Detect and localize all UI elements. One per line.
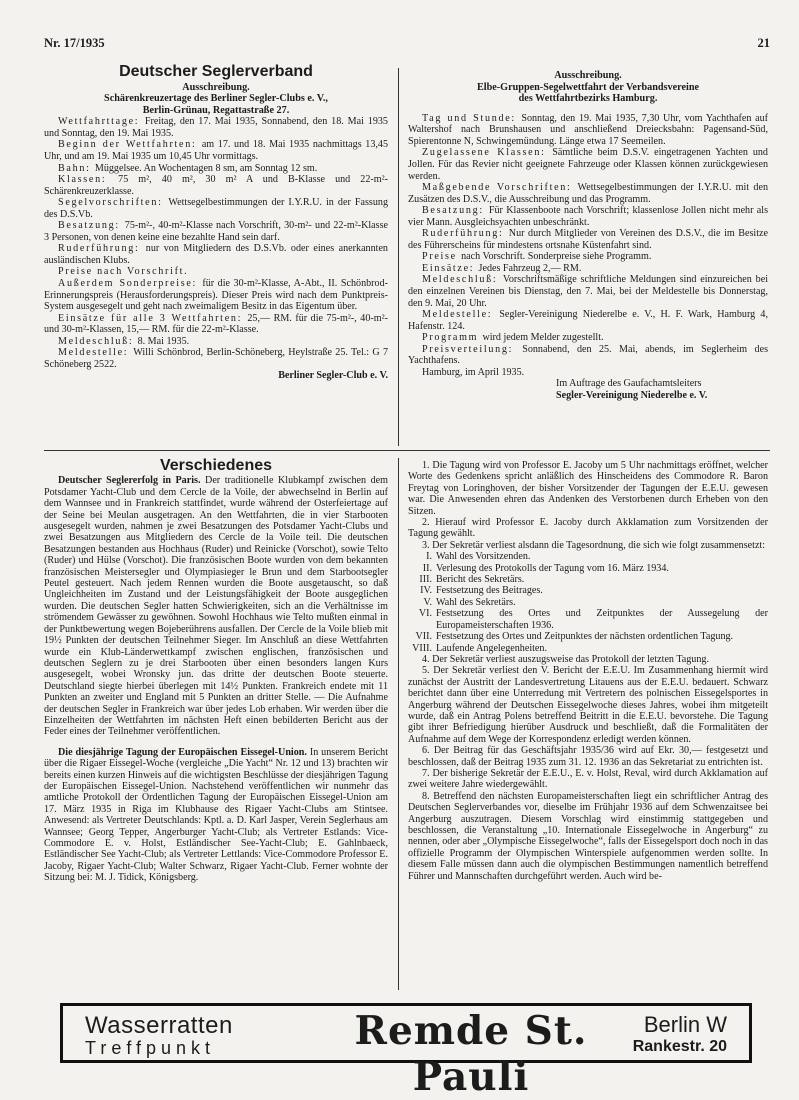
elbe-column [408, 70, 768, 401]
dsv-field-label: Wettfahrttage: [58, 116, 145, 128]
elbe-field-value: Jedes Fahrzeug 2,— RM. [478, 262, 582, 274]
minutes-item-4: 4. Der Sekretär verliest auszugsweise das Protokoll der letzten Tagung. [422, 653, 709, 665]
elbe-paragraph [408, 332, 768, 344]
dsv-field-label: Segelvorschriften: [58, 197, 169, 209]
dsv-paragraph [44, 278, 388, 313]
minutes-item-1: 1. Die Tagung wird von Professor E. Jacoby um 5 Uhr nachmittags eröffnet, welcher Worte des Gedenkens spricht anläßlich des Hinscheidens des Commodore R. Baron Freytag von Loringhoven, der bisher Vorsitzender der Tagungen der E.E.U. gewesen war. Die Anwesenden ehren das Andenken des Verstorbenen durch Erheben von den Sitzen. [408, 460, 768, 517]
misc-p2-body: In unserem Bericht über die Rigaer Eissegel-Woche (vergleiche „Die Yacht“ Nr. 12 und 13) brachten wir bereits einen kurzen Hinweis auf die wichtigsten Beschlüsse der diesjährigen Tagung der Europäischen Eissegel-Union. Nachstehend veröffentlichen wir nunmehr das amtliche Protokoll der Ordentlichen Tagung der Europäischen Eissegel-Union am 17. März 1935 in Riga im Klubhause des Rigaer Yacht-Clubs am Stintsee. Anwesend: als Vertreter Deutschlands: Kptl. a. D. Karl Jasper, Verein Seglerhaus am Wannsee; Georg Tepper, Angerburger Yacht-Club; als Vertreter Estlands: Vice-Commodore E. v. Holst, Estländischer See-Yacht-Club; E. Gahlnbaeck, Estländischer See Yacht-Club; als Vertreter Lettlands: Vice-Commodore Professor E. Jacoby, Rigaer Yacht-Club; Walter Schwarz, Rigaer Yacht-Club. Ferner wohnte der Sitzung bei: M. J. Tidick, Königsberg. [44, 746, 389, 884]
agenda-item [408, 574, 768, 585]
page-header [44, 36, 770, 54]
ad-line-2: Treffpunkt [85, 1038, 216, 1058]
column-divider-bottom [398, 458, 399, 990]
elbe-field-value: Wettsegelbestimmungen der I.Y.R.U. mit den Zusätzen des D.S.V., die Ausschreibung und das Programm. [408, 182, 768, 205]
elbe-field-label: Zugelassene Klassen: [422, 147, 553, 159]
dsv-field-value: 8. Mai 1935. [137, 335, 190, 347]
dsv-field-label: Außerdem Sonderpreise: [58, 277, 203, 289]
dsv-field-value: Müggelsee. An Wochentagen 8 sm, am Sonntag 12 sm. [94, 162, 318, 174]
elbe-signature [408, 378, 768, 401]
elbe-field-label: Einsätze: [422, 262, 479, 274]
elbe-place: Hamburg, im April 1935. [422, 366, 525, 378]
elbe-field-label: Programm [422, 332, 483, 344]
dsv-field-label: Preise nach Vorschrift. [58, 266, 189, 278]
minutes-item-3: 3. Der Sekretär verliest alsdann die Tagesordnung, die sich wie folgt zusammensetzt: [422, 539, 766, 551]
elbe-field-value: Sonntag, den 19. Mai 1935, 7,30 Uhr, vom Yachthafen auf Waltershof nach Brunshausen und anschließend Dreiecksbahn: Pagensand-Süd, Spierentonne N, Schwingemündung. Länge etwa 17 Seemeilen. [408, 112, 768, 147]
elbe-sig-line1: Im Auftrage des Gaufachamtsleiters [556, 378, 702, 390]
dsv-paragraph [44, 243, 388, 266]
elbe-field-label: Preise [422, 251, 462, 263]
elbe-field-label: Meldestelle: [422, 309, 500, 321]
elbe-field-value: nach Vorschrift. Sonderpreise siehe Programm. [461, 251, 652, 263]
dsv-field-label: Ruderführung: [58, 243, 146, 255]
misc-paragraph-2 [44, 747, 388, 884]
dsv-paragraphs [44, 116, 388, 370]
agenda-text: Bericht des Sekretärs. [436, 574, 525, 586]
elbe-field-label: Tag und Stunde: [422, 112, 522, 124]
misc-p2-head: Die diesjährige Tagung der Europäischen Eissegel-Union. [58, 746, 307, 758]
agenda-number: VII. [415, 631, 432, 643]
dsv-field-value: 25,— RM. für die 75-m²-, 40-m²- und 30-m²-Klassen, 15,— RM. für die 22-m²-Klasse. [44, 312, 388, 336]
agenda-item [408, 643, 768, 654]
elbe-heading [408, 70, 768, 105]
dsv-paragraph [44, 163, 388, 175]
agenda-text: Festsetzung des Beitrages. [436, 585, 543, 597]
column-divider-top [398, 68, 399, 446]
agenda-number: II. [422, 562, 432, 574]
elbe-paragraph [408, 182, 768, 205]
dsv-paragraph [44, 347, 388, 370]
dsv-heading [44, 82, 388, 117]
agenda-number: V. [423, 596, 432, 608]
minutes-item-2: 2. Hierauf wird Professor E. Jacoby durch Akklamation zum Vorsitzenden der Tagung gewählt. [408, 517, 768, 540]
elbe-paragraphs [408, 113, 768, 367]
dsv-paragraph [44, 197, 388, 220]
agenda-number: IV. [420, 585, 432, 597]
dsv-heading-line: Berlin-Grünau, Regattastraße 27. [142, 104, 290, 116]
elbe-paragraph [408, 205, 768, 228]
dsv-paragraph [44, 313, 388, 336]
agenda-list [408, 551, 768, 654]
agenda-item [408, 563, 768, 574]
minutes-item-8: 8. Betreffend den nächsten Europameisterschaften liegt ein schriftlicher Antrag des Deutschen Seglerverbandes vor, dieselbe im Frühjahr 1936 auf dem Schwenzaitsee bei Angerburg auszutragen. Diesem Vorschlag wird einstimmig stattgegeben und beschlossen, die Veranstaltung „10. Internationale Eissegelwoche in Angerburg“ zu nennen, oder aber „Olympische Eissegelwoche“, falls der Eissegelsport doch noch in das offizielle Programm der Olympischen Winterspiele aufgenommen werden sollte. In diesem Falle müssen dann auch die olympischen Bestimmungen namentlich betreffend Führer und Mannschaften durchgeführt werden. Auch wird be- [408, 790, 768, 882]
agenda-text: Festsetzung des Ortes und Zeitpunktes der nächsten ordentlichen Tagung. [436, 631, 734, 643]
dsv-heading-line: Schärenkreuzertage des Berliner Segler-Clubs e. V., [104, 93, 328, 105]
dsv-field-label: Besatzung: [58, 220, 125, 232]
minutes-column [408, 460, 768, 882]
dsv-field-value: nur von Mitgliedern des D.S.Vb. oder eines anerkannten ausländischen Klubs. [44, 243, 388, 266]
agenda-text: Festsetzung des Ortes und Zeitpunktes der Aussegelung der Europameisterschaften 1936. [436, 608, 768, 631]
section-divider [44, 450, 770, 451]
elbe-field-label: Besatzung: [422, 205, 489, 217]
elbe-paragraph [408, 344, 768, 367]
dsv-signature: Berliner Segler-Club e. V. [278, 370, 388, 382]
agenda-number: VIII. [412, 642, 432, 654]
dsv-field-label: Meldestelle: [58, 347, 134, 359]
misc-p1-head: Deutscher Seglererfolg in Paris. [58, 475, 201, 487]
agenda-text: Wahl des Vorsitzenden. [436, 551, 531, 563]
agenda-text: Laufende Angelegenheiten. [436, 642, 547, 654]
elbe-field-label: Preisverteilung: [422, 343, 523, 355]
minutes-item-7: 7. Der bisherige Sekretär der E.E.U., E. v. Holst, Reval, wird durch Akklamation auf zwei weitere Jahre wiedergewählt. [408, 767, 768, 791]
dsv-field-value: Willi Schönbrod, Berlin-Schöneberg, Heylstraße 25. Tel.: G 7 Schöneberg 2522. [44, 347, 388, 370]
dsv-field-label: Meldeschluß: [58, 335, 138, 347]
ad-line-1: Wasserratten [85, 1012, 233, 1039]
elbe-field-label: Ruderführung: [422, 228, 509, 240]
dsv-field-label: Bahn: [58, 162, 95, 174]
elbe-field-value: Sämtliche beim D.S.V. eingetragenen Yachten und Jollen. Für das Revier nicht geeignete Fahrzeuge oder Klassen können zurückgewiesen werden. [408, 147, 768, 182]
misc-p1-body: Der traditionelle Klubkampf zwischen dem Potsdamer Yacht-Club und dem Cercle de la Voile, der abwechselnd in Berlin auf dem Wannsee und in Frankreich stattfindet, wurde während der Osterfeiertage auf der Seine bei Meulan ausgetragen. An den Wettfahrten, die in vier Starbooten ausgesegelt wurden, nahmen je zwei Besatzungen des Potsdamer Yacht-Clubs und zwei Besatzungen aus Mitgliedern des Cercle de la Voile teil. Die deutschen Besatzungen bestanden aus Hochhaus (Ruder) und Reinicke (Vorschot), sowie Telto (Ruder) und Hülse (Vorschot). Die französischen Boote wurden von dem bekannten französischen Meistersegler und Olympiasieger le Brun und dem Starbootsegler Peutel gesteuert. Nach jedem Rennen wurden die Boote ausgetauscht, so daß Ungleichheiten im Zustand und der Leistungsfähigkeit der Boote ausgeglichen wurden. Die deutschen Segler hatten Schwierigkeiten, sich an die Verhältnisse im strömendem Gewässer zu gewöhnen. Sowohl Hochhaus wie Telto mußten einmal in der Punktbewertung wegen Bojeberührens ausfallen. Der Cercle de la Voile blieb mit 19½ Punkten der deutschen Teilnehmer Sieger. Im Anschluß an diese Wettfahrten wurde ein Klub-Länderwettkampf zwischen englischen, französischen und deutschen Seglern zu je drei Starbooten über einen besonders langen Kurs ausgesegelt, wobei Wronsky jun. das dritte der deutschen Boote steuerte. Deutschland siegte hierbei überlegen mit 14½ Punkten. Frankreich endete mit 11 Punkten an zweiter und England mit 5 Punkten an dritter Stelle. — Die Aufnahme der deutschen Segler in Frankreich war über jedes Lob erhaben. Wir werden über die Einzelheiten der Wettfahrten im nächsten Heft einen bebilderten Bericht aus der Feder eines der Teilnehmer veröffentlichen. [44, 475, 388, 738]
issue-number: Nr. 17/1935 [44, 36, 105, 50]
elbe-paragraph [408, 228, 768, 251]
dsv-paragraph [44, 174, 388, 197]
agenda-item [408, 597, 768, 608]
ad-street: Rankestr. 20 [632, 1038, 727, 1055]
agenda-number: I. [426, 551, 432, 563]
minutes-item-5: 5. Der Sekretär verliest den V. Bericht der E.E.U. Im Zusammenhang hiermit wird zunächst der Austritt der Landesvertretung Litauens aus der E.E.U. bedauert. Schwarz berichtet dann über eine Unterredung mit Vertretern des polnischen Eissegelsportes in Angerburg während der Deutschen Eissegelwoche dieses Jahres, wobei ihm mitgeteilt wurde, daß ein Antrag Polens betreffend Beitritt in die E.E.U. bevorstehe. Die Tagung gibt ihrer Befriedigung hierüber Ausdruck und beschließt, daß die Formalitäten der Aufnahme auf dem Wege der Korrespondenz erledigt werden können. [408, 665, 768, 745]
dsv-field-label: Beginn der Wettfahrten: [58, 139, 202, 151]
dsv-field-value: am 17. und 18. Mai 1935 nachmittags 13,45 Uhr, und am 19. Mai 1935 um 10,45 Uhr vormittags. [44, 139, 388, 162]
dsv-paragraph [44, 336, 388, 348]
elbe-paragraph [408, 309, 768, 332]
elbe-paragraph [408, 113, 768, 148]
agenda-number: III. [419, 574, 432, 586]
elbe-field-label: Meldeschluß: [422, 274, 503, 286]
dsv-field-value: 75 m², 40 m², 30 m² A und B-Klasse und 22-m²-Schärenkreuzerklasse. [44, 174, 388, 197]
agenda-item [408, 551, 768, 562]
elbe-field-label: Maßgebende Vorschriften: [422, 182, 578, 194]
dsv-title: Deutscher Seglerverband [119, 63, 313, 80]
elbe-paragraph [408, 147, 768, 182]
ad-city: Berlin W [643, 1012, 727, 1037]
dsv-column [44, 63, 388, 382]
dsv-field-value: Freitag, den 17. Mai 1935, Sonnabend, den 18. Mai 1935 und Sonntag, den 19. Mai 1935. [44, 116, 388, 139]
agenda-item [408, 631, 768, 642]
elbe-sig-line2: Segler-Vereinigung Niederelbe e. V. [556, 389, 708, 401]
elbe-heading-line: Elbe-Gruppen-Segelwettfahrt der Verbandsvereine [476, 81, 700, 93]
dsv-field-value: 75-m²-, 40-m²-Klasse nach Vorschrift, 30-m²- und 22-m²-Klasse 3 Personen, von denen keine eine bezahlte Hand sein darf. [44, 220, 388, 243]
misc-paragraph-1 [44, 475, 388, 737]
minutes-item-6: 6. Der Beitrag für das Geschäftsjahr 1935/36 wird auf Ekr. 30,— festgesetzt und beschlossen, daß der Beitrag 1935 zum 31. 12. 1936 an das Sekretariat zu entrichten ist. [408, 745, 768, 768]
dsv-field-value: für die 30-m²-Klasse, A-Abt., II. Schönbrod-Erinnerungspreis (Herausforderungspreis). Dieser Preis wird nach dem Punktpreis-System ausgesegelt und geht nach zweimaligem Besitz in das Eigentum über. [44, 277, 388, 313]
elbe-field-value: Sonnabend, den 25. Mai, abends, im Seglerheim des Yachthafens. [408, 343, 768, 367]
elbe-field-value: Vorschriftsmäßige schriftliche Meldungen sind einzureichen bei den einzelnen Vereinen bis Dienstag, den 7. Mai, bei der Meldestelle bis Donnerstag, den 9. Mai, 20 Uhr. [408, 274, 768, 309]
misc-column [44, 457, 389, 884]
advertisement [60, 1003, 752, 1100]
elbe-field-value: wird jedem Melder zugestellt. [482, 332, 604, 344]
elbe-paragraph [408, 274, 768, 309]
dsv-paragraph [44, 116, 388, 139]
dsv-field-value: Wettsegelbestimmungen der I.Y.R.U. in der Fassung des D.S.Vb. [44, 197, 388, 220]
elbe-field-value: Segler-Vereinigung Niederelbe e. V., H. F. Wark, Hamburg 4, Hafenstr. 124. [408, 309, 768, 332]
page-number: 21 [757, 36, 770, 50]
agenda-text: Verlesung des Protokolls der Tagung vom 16. März 1934. [436, 562, 669, 574]
elbe-field-value: Für Klassenboote nach Vorschrift; klassenlose Jollen nicht mehr als vier Mann. Ausgleichsyachten unbeschränkt. [408, 205, 769, 228]
dsv-field-label: Einsätze für alle 3 Wettfahrten: [58, 312, 248, 324]
elbe-heading-line: Ausschreibung. [554, 70, 622, 81]
elbe-paragraph [408, 263, 768, 275]
agenda-text: Wahl des Sekretärs. [436, 596, 516, 608]
dsv-paragraph [44, 220, 388, 243]
elbe-heading-line: des Wettfahrtbezirks Hamburg. [518, 93, 658, 105]
agenda-item [408, 608, 768, 631]
dsv-paragraph [44, 139, 388, 162]
agenda-item [408, 585, 768, 596]
ad-business-name: Remde St. Pauli [354, 1008, 588, 1100]
agenda-number: VI. [418, 608, 432, 620]
elbe-field-value: Nur durch Mitglieder von Vereinen des D.S.V., die im Besitze des Führerscheins für mindestens ortsnahe Küstenfahrt sind. [408, 228, 768, 251]
elbe-paragraph [408, 251, 768, 263]
dsv-paragraph [44, 266, 388, 278]
misc-title: Verschiedenes [159, 457, 273, 474]
dsv-heading-line: Ausschreibung. [182, 81, 250, 93]
dsv-field-label: Klassen: [58, 174, 119, 186]
